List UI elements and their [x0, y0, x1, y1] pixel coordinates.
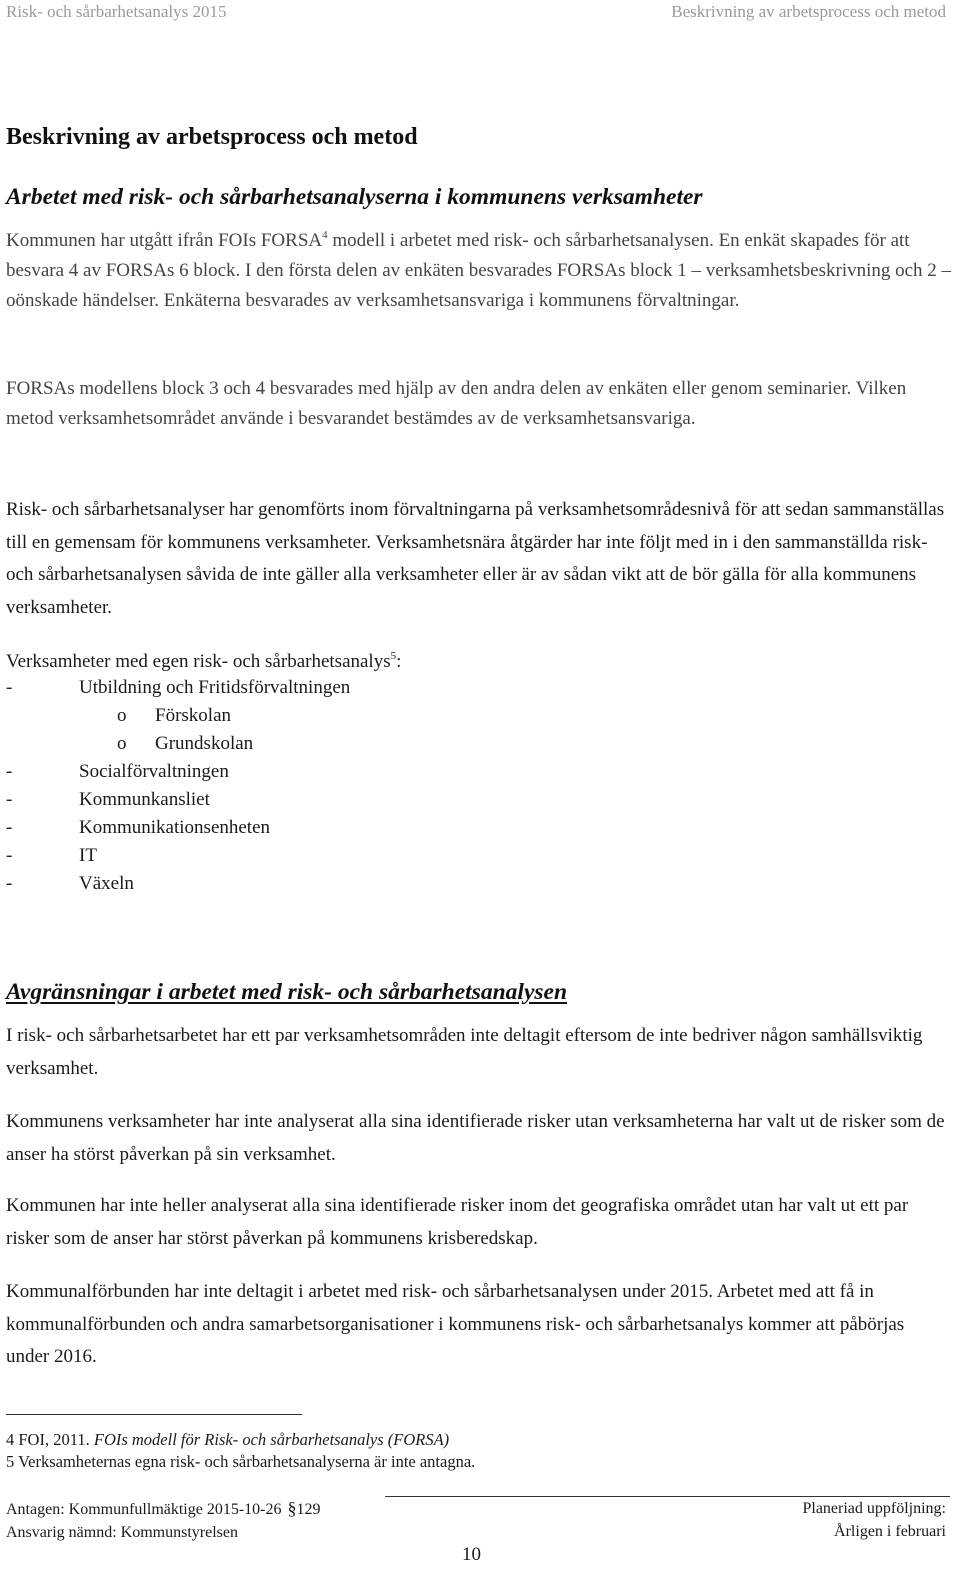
section-heading-arbetet: Arbetet med risk- och sårbarhetsanalyserna i kommunens verksamheter — [6, 184, 703, 210]
list-item-text: Växeln — [79, 873, 134, 894]
running-header-left: Risk- och sårbarhetsanalys 2015 — [6, 2, 227, 21]
list-item — [6, 674, 350, 702]
department-list — [6, 674, 350, 898]
section-heading-avgransningar: Avgränsningar i arbetet med risk- och sårbarhetsanalysen — [6, 979, 568, 1005]
list-intro-text: Verksamheter med egen risk- och sårbarhetsanalys — [6, 651, 391, 672]
list-marker: - — [6, 817, 13, 838]
footer-left — [6, 1497, 321, 1544]
paragraph-text: modell i arbetet med risk- och sårbarhetsanalysen. En enkät skapades för att besvara 4 av FORSAs 6 block. I den första delen av enkäten besvarades FORSAs block 1 – verksamhetsbeskrivning och 2 – oönskade händelser. Enkäterna besvarades av verksamhetsansvariga i kommunens förvaltningar. — [6, 230, 952, 311]
footnote-text: Verksamheternas egna risk- och sårbarhetsanalyserna är inte antagna. — [14, 1452, 476, 1471]
footnote-5 — [6, 1452, 475, 1472]
list-item — [6, 842, 350, 870]
footnote-text: FOI, 2011. — [14, 1430, 94, 1449]
list-item — [6, 870, 350, 898]
list-item-text: Socialförvaltningen — [79, 761, 229, 782]
list-item — [6, 730, 350, 758]
list-item-text: Kommunikationsenheten — [79, 817, 271, 838]
footnote-4 — [6, 1430, 449, 1450]
footnote-ref-5[interactable]: 5 — [390, 650, 397, 662]
paragraph-forsa-intro — [6, 226, 952, 316]
list-item — [6, 786, 350, 814]
list-marker: - — [6, 789, 13, 810]
list-marker: o — [117, 733, 127, 754]
list-item-text: Förskolan — [155, 705, 231, 726]
list-item — [6, 814, 350, 842]
footer-right — [802, 1497, 946, 1543]
list-item-text: Grundskolan — [155, 733, 254, 754]
list-item-text: IT — [79, 845, 97, 866]
list-item — [6, 758, 350, 786]
paragraph-text: Kommunen har utgått ifrån FOIs FORSA — [6, 230, 323, 251]
footnote-number: 4 — [6, 1430, 15, 1449]
paragraph-analyses: Risk- och sårbarhetsanalyser har genomförts inom förvaltningarna på verksamhetsområdesnivå för att sedan sammanställas till en gemensam för kommunens verksamheter. Verksamhetsnära åtgärder har inte följt med in i den sammanställda risk- och sårbarhetsanalysen såvida de inte gäller alla verksamheter eller är av sådan vikt att de bör gälla för alla kommunens verksamheter. — [6, 499, 945, 618]
paragraph-avgr-4: Kommunalförbunden har inte deltagit i arbetet med risk- och sårbarhetsanalysen under 2015. Arbetet med att få in kommunalförbunden och andra samarbetsorganisationer i kommunens risk- och sårbarhetsanalys kommer att påbörjas under 2016. — [6, 1281, 905, 1367]
footnote-number: 5 — [6, 1452, 15, 1471]
page-title: Beskrivning av arbetsprocess och metod — [6, 124, 418, 150]
paragraph-forsa-blocks: FORSAs modellens block 3 och 4 besvarades med hjälp av den andra delen av enkäten eller genom seminarier. Vilken metod verksamhetsområdet använde i besvarandet bestämdes av de verksamhetsansvariga. — [6, 378, 907, 429]
paragraph-avgr-2: Kommunens verksamheter har inte analyserat alla sina identifierade risker utan verksamheterna har valt ut de risker som de anser ha störst påverkan på sin verksamhet. — [6, 1111, 945, 1165]
footnote-ref-4[interactable]: 4 — [322, 229, 328, 241]
list-intro-colon: : — [396, 651, 402, 672]
footnote-separator — [6, 1414, 302, 1415]
footer-adopted-text: Antagen: Kommunfullmäktige 2015-10-26 — [6, 1501, 286, 1518]
list-marker: - — [6, 677, 13, 698]
footer-adopted — [6, 1497, 321, 1521]
list-marker: - — [6, 873, 13, 894]
paragraph-sign-icon: § — [287, 1498, 297, 1518]
footer-followup-value: Årligen i februari — [834, 1523, 946, 1540]
list-item-text: Utbildning och Fritidsförvaltningen — [79, 677, 351, 698]
footer-paragraph-number: 129 — [296, 1501, 321, 1518]
running-header-right: Beskrivning av arbetsprocess och metod — [671, 2, 946, 21]
paragraph-avgr-3: Kommunen har inte heller analyserat alla sina identifierade risker inom det geografiska området utan har valt ut ett par risker som de anser har störst påverkan på kommunens krisberedskap. — [6, 1195, 909, 1249]
list-marker: - — [6, 761, 13, 782]
list-marker: - — [6, 845, 13, 866]
page-number: 10 — [462, 1544, 481, 1565]
footnote-citation: FOIs modell för Risk- och sårbarhetsanalys (FORSA) — [93, 1430, 450, 1449]
list-item-text: Kommunkansliet — [79, 789, 210, 810]
list-item — [6, 702, 350, 730]
footer-followup-label: Planeriad uppföljning: — [802, 1500, 946, 1517]
list-marker: o — [117, 705, 127, 726]
footer-responsible: Ansvarig nämnd: Kommunstyrelsen — [6, 1524, 238, 1541]
paragraph-avgr-1: I risk- och sårbarhetsarbetet har ett par verksamhetsområden inte deltagit eftersom de inte bedriver någon samhällsviktig verksamhet. — [6, 1025, 923, 1079]
